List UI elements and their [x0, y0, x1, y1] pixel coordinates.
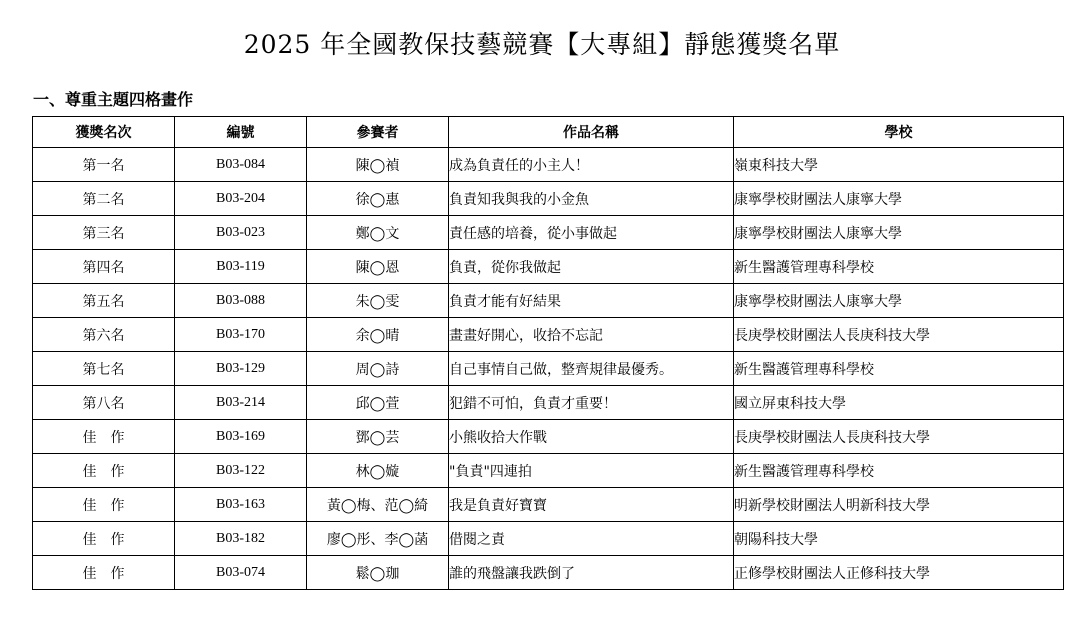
cell-code: B03-182 [175, 522, 307, 556]
header-rank: 獲獎名次 [33, 117, 175, 148]
cell-school: 康寧學校財團法人康寧大學 [734, 182, 1064, 216]
cell-school: 正修學校財團法人正修科技大學 [734, 556, 1064, 590]
table-row [33, 522, 1064, 556]
cell-school: 嶺東科技大學 [734, 148, 1064, 182]
cell-work-title: 小熊收拾大作戰 [449, 420, 734, 454]
cell-participant: 朱◯雯 [307, 284, 449, 318]
cell-rank: 第四名 [33, 250, 175, 284]
table-row [33, 284, 1064, 318]
table-row [33, 250, 1064, 284]
cell-participant: 林◯嫙 [307, 454, 449, 488]
cell-work-title: 負責知我與我的小金魚 [449, 182, 734, 216]
cell-rank: 佳 作 [33, 488, 175, 522]
cell-code: B03-088 [175, 284, 307, 318]
section-heading: 一、尊重主題四格畫作 [33, 90, 194, 109]
cell-rank: 佳 作 [33, 522, 175, 556]
cell-participant: 邱◯萱 [307, 386, 449, 420]
table-row [33, 352, 1064, 386]
cell-code: B03-119 [175, 250, 307, 284]
cell-rank: 第六名 [33, 318, 175, 352]
cell-rank: 佳 作 [33, 420, 175, 454]
cell-participant: 陳◯禎 [307, 148, 449, 182]
cell-rank: 第一名 [33, 148, 175, 182]
table-row [33, 386, 1064, 420]
cell-rank: 佳 作 [33, 556, 175, 590]
cell-participant: 徐◯惠 [307, 182, 449, 216]
cell-work-title: 借閱之責 [449, 522, 734, 556]
cell-code: B03-129 [175, 352, 307, 386]
cell-rank: 第三名 [33, 216, 175, 250]
page-title: 2025 年全國教保技藝競賽【大專組】靜態獲獎名單 [243, 30, 841, 59]
cell-work-title: 負責才能有好結果 [449, 284, 734, 318]
cell-school: 康寧學校財團法人康寧大學 [734, 284, 1064, 318]
cell-rank: 第七名 [33, 352, 175, 386]
cell-participant: 鄧◯芸 [307, 420, 449, 454]
cell-participant: 周◯詩 [307, 352, 449, 386]
cell-code: B03-084 [175, 148, 307, 182]
awards-table [32, 116, 1064, 590]
header-participant: 參賽者 [307, 117, 449, 148]
cell-code: B03-214 [175, 386, 307, 420]
cell-school: 長庚學校財團法人長庚科技大學 [734, 420, 1064, 454]
cell-participant: 鄭◯文 [307, 216, 449, 250]
table-row [33, 182, 1064, 216]
cell-school: 長庚學校財團法人長庚科技大學 [734, 318, 1064, 352]
cell-school: 國立屏東科技大學 [734, 386, 1064, 420]
cell-code: B03-023 [175, 216, 307, 250]
table-row [33, 216, 1064, 250]
cell-work-title: 畫畫好開心，收拾不忘記 [449, 318, 734, 352]
cell-work-title: 自己事情自己做，整齊規律最優秀。 [449, 352, 734, 386]
cell-rank: 佳 作 [33, 454, 175, 488]
cell-rank: 第五名 [33, 284, 175, 318]
cell-participant: 陳◯恩 [307, 250, 449, 284]
header-work-title: 作品名稱 [449, 117, 734, 148]
table-row [33, 556, 1064, 590]
cell-school: 朝陽科技大學 [734, 522, 1064, 556]
cell-participant: 黃◯梅、范◯綺 [307, 488, 449, 522]
cell-code: B03-074 [175, 556, 307, 590]
cell-code: B03-170 [175, 318, 307, 352]
cell-code: B03-169 [175, 420, 307, 454]
table-row [33, 318, 1064, 352]
cell-participant: 余◯晴 [307, 318, 449, 352]
cell-work-title: "負責"四連拍 [449, 454, 734, 488]
cell-school: 新生醫護管理專科學校 [734, 250, 1064, 284]
cell-code: B03-163 [175, 488, 307, 522]
table-row [33, 420, 1064, 454]
cell-participant: 廖◯彤、李◯菡 [307, 522, 449, 556]
cell-school: 明新學校財團法人明新科技大學 [734, 488, 1064, 522]
cell-work-title: 成為負責任的小主人！ [449, 148, 734, 182]
header-code: 編號 [175, 117, 307, 148]
table-header-row [33, 117, 1064, 148]
cell-school: 新生醫護管理專科學校 [734, 352, 1064, 386]
cell-school: 康寧學校財團法人康寧大學 [734, 216, 1064, 250]
cell-code: B03-204 [175, 182, 307, 216]
table-row [33, 148, 1064, 182]
cell-work-title: 責任感的培養，從小事做起 [449, 216, 734, 250]
cell-work-title: 我是負責好寶寶 [449, 488, 734, 522]
table-row [33, 488, 1064, 522]
header-school: 學校 [734, 117, 1064, 148]
cell-school: 新生醫護管理專科學校 [734, 454, 1064, 488]
table-row [33, 454, 1064, 488]
cell-work-title: 犯錯不可怕，負責才重要！ [449, 386, 734, 420]
cell-work-title: 誰的飛盤讓我跌倒了 [449, 556, 734, 590]
cell-work-title: 負責，從你我做起 [449, 250, 734, 284]
cell-participant: 鬆◯珈 [307, 556, 449, 590]
cell-code: B03-122 [175, 454, 307, 488]
cell-rank: 第八名 [33, 386, 175, 420]
cell-rank: 第二名 [33, 182, 175, 216]
